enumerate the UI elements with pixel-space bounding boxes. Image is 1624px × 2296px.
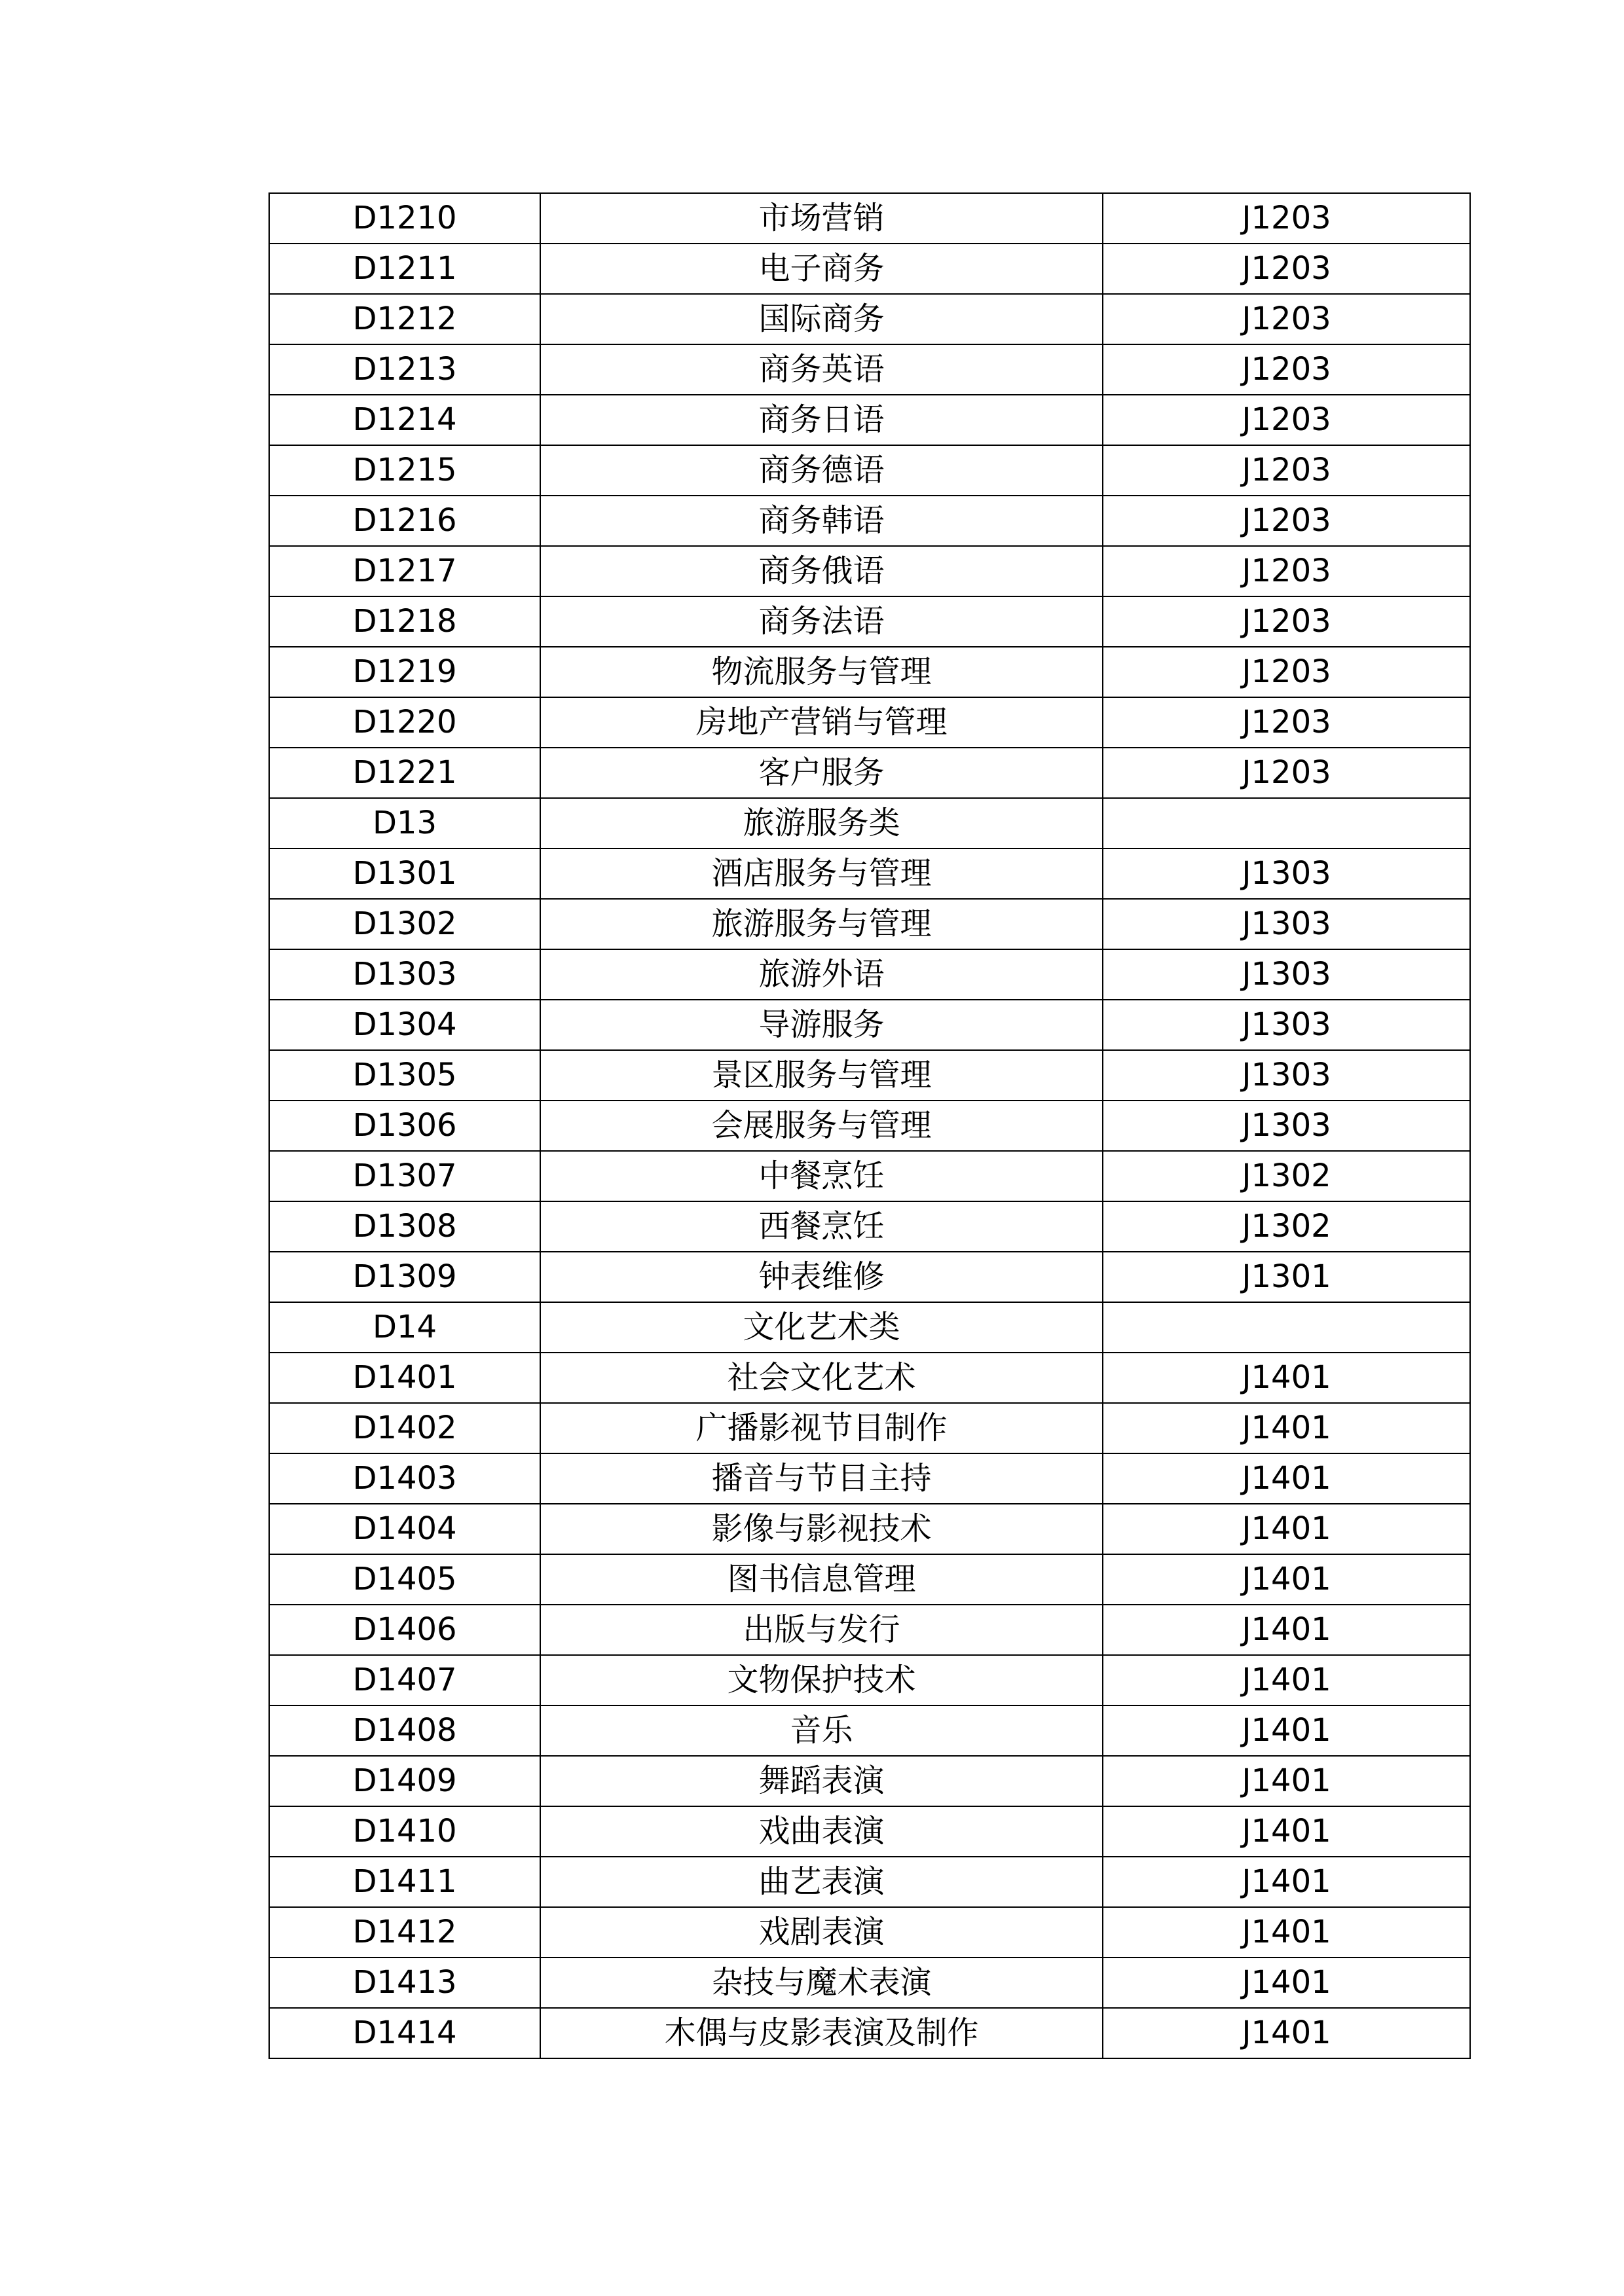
table-row bbox=[269, 193, 1470, 244]
code-cell: D1410 bbox=[269, 1806, 540, 1857]
name-cell: 钟表维修 bbox=[540, 1252, 1103, 1302]
code-cell: D1212 bbox=[269, 294, 540, 344]
ref-cell bbox=[1103, 798, 1470, 848]
table-row bbox=[269, 496, 1470, 546]
ref-cell: J1401 bbox=[1103, 1504, 1470, 1554]
code-cell: D1309 bbox=[269, 1252, 540, 1302]
code-cell: D1302 bbox=[269, 899, 540, 949]
ref-cell: J1303 bbox=[1103, 899, 1470, 949]
name-cell: 音乐 bbox=[540, 1705, 1103, 1756]
name-cell: 会展服务与管理 bbox=[540, 1101, 1103, 1151]
ref-cell: J1401 bbox=[1103, 1958, 1470, 2008]
ref-cell: J1203 bbox=[1103, 546, 1470, 596]
ref-cell: J1303 bbox=[1103, 1101, 1470, 1151]
code-cell: D1409 bbox=[269, 1756, 540, 1806]
table-row bbox=[269, 748, 1470, 798]
name-cell: 中餐烹饪 bbox=[540, 1151, 1103, 1201]
table-row bbox=[269, 899, 1470, 949]
name-cell: 房地产营销与管理 bbox=[540, 697, 1103, 748]
name-cell: 旅游服务与管理 bbox=[540, 899, 1103, 949]
table-row bbox=[269, 596, 1470, 647]
ref-cell: J1203 bbox=[1103, 647, 1470, 697]
code-cell: D14 bbox=[269, 1302, 540, 1353]
name-cell: 木偶与皮影表演及制作 bbox=[540, 2008, 1103, 2058]
table-row bbox=[269, 1453, 1470, 1504]
table-row bbox=[269, 1000, 1470, 1050]
name-cell: 导游服务 bbox=[540, 1000, 1103, 1050]
name-cell: 商务韩语 bbox=[540, 496, 1103, 546]
code-cell: D1307 bbox=[269, 1151, 540, 1201]
ref-cell: J1401 bbox=[1103, 1806, 1470, 1857]
table-row bbox=[269, 1756, 1470, 1806]
major-code-table bbox=[268, 192, 1471, 2059]
name-cell: 电子商务 bbox=[540, 244, 1103, 294]
code-cell: D1408 bbox=[269, 1705, 540, 1756]
code-cell: D1407 bbox=[269, 1655, 540, 1705]
code-cell: D13 bbox=[269, 798, 540, 848]
ref-cell: J1203 bbox=[1103, 244, 1470, 294]
table-row bbox=[269, 1403, 1470, 1453]
ref-cell bbox=[1103, 1302, 1470, 1353]
name-cell: 文化艺术类 bbox=[540, 1302, 1103, 1353]
code-cell: D1303 bbox=[269, 949, 540, 1000]
ref-cell: J1401 bbox=[1103, 2008, 1470, 2058]
table-row bbox=[269, 344, 1470, 395]
ref-cell: J1302 bbox=[1103, 1201, 1470, 1252]
ref-cell: J1203 bbox=[1103, 395, 1470, 445]
name-cell: 客户服务 bbox=[540, 748, 1103, 798]
name-cell: 商务俄语 bbox=[540, 546, 1103, 596]
name-cell: 广播影视节目制作 bbox=[540, 1403, 1103, 1453]
name-cell: 杂技与魔术表演 bbox=[540, 1958, 1103, 2008]
code-cell: D1217 bbox=[269, 546, 540, 596]
table-row bbox=[269, 1958, 1470, 2008]
table-body bbox=[269, 193, 1470, 2058]
code-cell: D1301 bbox=[269, 848, 540, 899]
name-cell: 图书信息管理 bbox=[540, 1554, 1103, 1605]
table-row bbox=[269, 1101, 1470, 1151]
code-cell: D1213 bbox=[269, 344, 540, 395]
ref-cell: J1203 bbox=[1103, 748, 1470, 798]
code-cell: D1220 bbox=[269, 697, 540, 748]
table-row bbox=[269, 445, 1470, 496]
ref-cell: J1401 bbox=[1103, 1907, 1470, 1958]
ref-cell: J1203 bbox=[1103, 596, 1470, 647]
name-cell: 酒店服务与管理 bbox=[540, 848, 1103, 899]
code-cell: D1308 bbox=[269, 1201, 540, 1252]
ref-cell: J1203 bbox=[1103, 344, 1470, 395]
name-cell: 曲艺表演 bbox=[540, 1857, 1103, 1907]
table-row bbox=[269, 2008, 1470, 2058]
code-cell: D1404 bbox=[269, 1504, 540, 1554]
table-row bbox=[269, 294, 1470, 344]
table-row bbox=[269, 1252, 1470, 1302]
code-cell: D1412 bbox=[269, 1907, 540, 1958]
ref-cell: J1401 bbox=[1103, 1655, 1470, 1705]
table-row bbox=[269, 1857, 1470, 1907]
table-row bbox=[269, 1554, 1470, 1605]
code-cell: D1403 bbox=[269, 1453, 540, 1504]
code-cell: D1406 bbox=[269, 1605, 540, 1655]
table-row bbox=[269, 1806, 1470, 1857]
code-cell: D1211 bbox=[269, 244, 540, 294]
name-cell: 商务法语 bbox=[540, 596, 1103, 647]
code-cell: D1219 bbox=[269, 647, 540, 697]
code-cell: D1414 bbox=[269, 2008, 540, 2058]
name-cell: 旅游服务类 bbox=[540, 798, 1103, 848]
ref-cell: J1203 bbox=[1103, 445, 1470, 496]
table-row bbox=[269, 949, 1470, 1000]
name-cell: 社会文化艺术 bbox=[540, 1353, 1103, 1403]
name-cell: 商务英语 bbox=[540, 344, 1103, 395]
ref-cell: J1401 bbox=[1103, 1554, 1470, 1605]
code-cell: D1218 bbox=[269, 596, 540, 647]
code-cell: D1402 bbox=[269, 1403, 540, 1453]
name-cell: 旅游外语 bbox=[540, 949, 1103, 1000]
ref-cell: J1401 bbox=[1103, 1857, 1470, 1907]
name-cell: 西餐烹饪 bbox=[540, 1201, 1103, 1252]
table-row bbox=[269, 1201, 1470, 1252]
code-cell: D1411 bbox=[269, 1857, 540, 1907]
table-row bbox=[269, 1605, 1470, 1655]
table-row bbox=[269, 546, 1470, 596]
table-row bbox=[269, 1302, 1470, 1353]
table-row bbox=[269, 798, 1470, 848]
name-cell: 舞蹈表演 bbox=[540, 1756, 1103, 1806]
name-cell: 国际商务 bbox=[540, 294, 1103, 344]
code-cell: D1215 bbox=[269, 445, 540, 496]
name-cell: 商务德语 bbox=[540, 445, 1103, 496]
ref-cell: J1302 bbox=[1103, 1151, 1470, 1201]
ref-cell: J1203 bbox=[1103, 697, 1470, 748]
code-cell: D1221 bbox=[269, 748, 540, 798]
table-row bbox=[269, 647, 1470, 697]
code-cell: D1304 bbox=[269, 1000, 540, 1050]
ref-cell: J1401 bbox=[1103, 1705, 1470, 1756]
name-cell: 影像与影视技术 bbox=[540, 1504, 1103, 1554]
table-row bbox=[269, 244, 1470, 294]
ref-cell: J1303 bbox=[1103, 1050, 1470, 1101]
table-row bbox=[269, 1151, 1470, 1201]
ref-cell: J1401 bbox=[1103, 1756, 1470, 1806]
ref-cell: J1203 bbox=[1103, 496, 1470, 546]
table-row bbox=[269, 697, 1470, 748]
name-cell: 物流服务与管理 bbox=[540, 647, 1103, 697]
ref-cell: J1303 bbox=[1103, 949, 1470, 1000]
table-row bbox=[269, 1050, 1470, 1101]
table-row bbox=[269, 1907, 1470, 1958]
name-cell: 景区服务与管理 bbox=[540, 1050, 1103, 1101]
name-cell: 戏曲表演 bbox=[540, 1806, 1103, 1857]
ref-cell: J1401 bbox=[1103, 1605, 1470, 1655]
name-cell: 出版与发行 bbox=[540, 1605, 1103, 1655]
code-cell: D1405 bbox=[269, 1554, 540, 1605]
code-cell: D1305 bbox=[269, 1050, 540, 1101]
ref-cell: J1303 bbox=[1103, 848, 1470, 899]
ref-cell: J1401 bbox=[1103, 1353, 1470, 1403]
code-cell: D1413 bbox=[269, 1958, 540, 2008]
code-cell: D1216 bbox=[269, 496, 540, 546]
ref-cell: J1401 bbox=[1103, 1403, 1470, 1453]
name-cell: 戏剧表演 bbox=[540, 1907, 1103, 1958]
table-row bbox=[269, 1353, 1470, 1403]
table-row bbox=[269, 1504, 1470, 1554]
code-cell: D1401 bbox=[269, 1353, 540, 1403]
name-cell: 市场营销 bbox=[540, 193, 1103, 244]
table-row bbox=[269, 848, 1470, 899]
ref-cell: J1303 bbox=[1103, 1000, 1470, 1050]
table-row bbox=[269, 1705, 1470, 1756]
ref-cell: J1301 bbox=[1103, 1252, 1470, 1302]
code-cell: D1210 bbox=[269, 193, 540, 244]
ref-cell: J1203 bbox=[1103, 294, 1470, 344]
table-row bbox=[269, 1655, 1470, 1705]
code-cell: D1306 bbox=[269, 1101, 540, 1151]
code-cell: D1214 bbox=[269, 395, 540, 445]
ref-cell: J1203 bbox=[1103, 193, 1470, 244]
ref-cell: J1401 bbox=[1103, 1453, 1470, 1504]
name-cell: 播音与节目主持 bbox=[540, 1453, 1103, 1504]
table-row bbox=[269, 395, 1470, 445]
name-cell: 文物保护技术 bbox=[540, 1655, 1103, 1705]
name-cell: 商务日语 bbox=[540, 395, 1103, 445]
